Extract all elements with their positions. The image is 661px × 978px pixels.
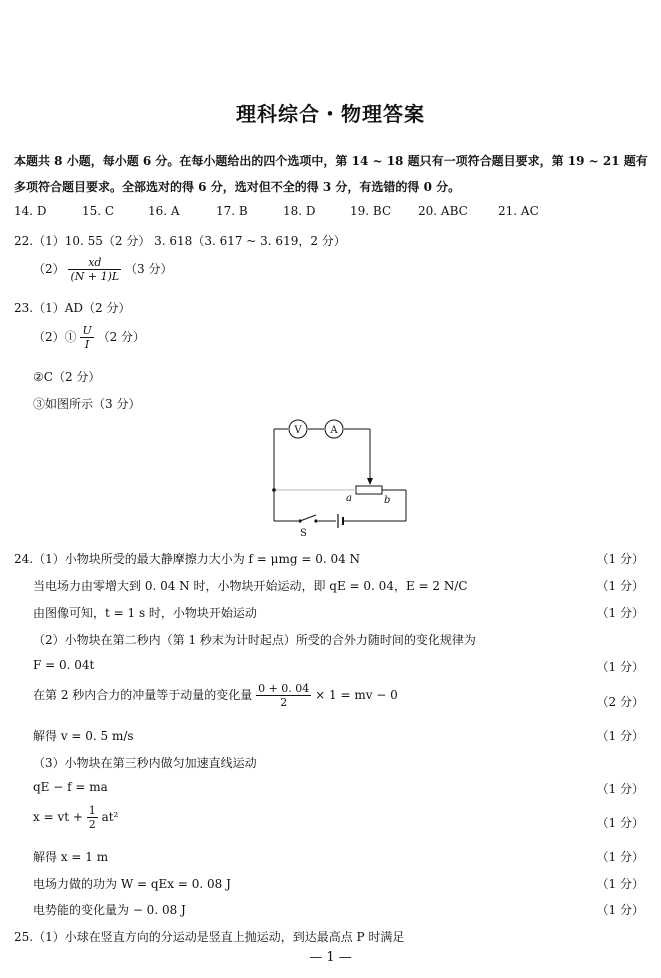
q24-line-9: qE − f = ma — [33, 780, 108, 794]
junction-dot-icon — [272, 488, 276, 492]
score-12: （1 分） — [596, 877, 644, 891]
q23-part2 — [33, 324, 145, 351]
q24-fraction-2-numerator: 1 — [88, 804, 96, 817]
q24-line-6-suffix: × 1 = mv − 0 — [315, 688, 398, 702]
score-3: （1 分） — [596, 606, 644, 620]
q24-line-1: 24.（1）小物块所受的最大静摩擦力大小为 f = μmg = 0. 04 N — [14, 552, 361, 566]
page-title: 理科综合・物理答案 — [236, 102, 425, 126]
q22-numerator: xd — [68, 256, 121, 270]
rheostat-label-b: b — [384, 495, 391, 506]
q24-fraction-2-denominator: 2 — [88, 818, 96, 831]
q24-fraction-1 — [256, 682, 311, 709]
q24-line-6 — [33, 682, 398, 709]
q24-line-13: 电势能的变化量为 − 0. 08 J — [33, 903, 186, 917]
rheostat-label-a: a — [346, 493, 352, 504]
q24-line-7: 解得 v = 0. 5 m/s — [33, 729, 134, 743]
ammeter-label: A — [330, 425, 338, 436]
score-11: （1 分） — [596, 850, 644, 864]
q24-line-10-prefix: x = vt + — [33, 810, 87, 824]
intro-line-1: 本题共 8 小题，每小题 6 分。在每小题给出的四个选项中，第 14 ~ 18 题只有一项符合题目要求，第 19 ~ 21 题有 — [14, 154, 648, 168]
score-1: （1 分） — [596, 552, 644, 566]
voltmeter-label: V — [294, 425, 302, 436]
answer-16: 16. A — [148, 204, 180, 218]
q24-fraction-1-numerator: 0 + 0. 04 — [258, 682, 310, 695]
q23-part4: ③如图所示（3 分） — [33, 397, 141, 411]
q22-part2-prefix: （2） — [33, 262, 65, 276]
q22-denominator: (N + 1)L — [70, 270, 120, 283]
q23-part2-prefix: （2）① — [33, 330, 77, 344]
q22-part2-suffix: （3 分） — [125, 262, 173, 276]
page-number: — 1 — — [309, 950, 352, 965]
intro-line-2: 多项符合题目要求。全部选对的得 6 分，选对但不全的得 3 分，有选错的得 0 分。 — [14, 180, 461, 194]
score-7: （1 分） — [596, 729, 644, 743]
score-10: （1 分） — [596, 816, 644, 830]
q24-line-11: 解得 x = 1 m — [33, 850, 109, 864]
q22-part2 — [33, 256, 172, 283]
switch-contact-icon — [314, 519, 317, 522]
q24-fraction-2 — [87, 804, 98, 831]
q22-fraction — [68, 256, 121, 283]
score-2: （1 分） — [596, 579, 644, 593]
q23-part3: ②C（2 分） — [33, 370, 101, 384]
q24-fraction-1-denominator: 2 — [280, 696, 288, 709]
q23-fraction — [80, 324, 93, 351]
answer-19: 19. BC — [350, 204, 392, 218]
q23-numerator: U — [82, 324, 92, 337]
q23-part1: 23.（1）AD（2 分） — [14, 301, 131, 315]
answer-20: 20. ABC — [418, 204, 468, 218]
q24-line-4: （2）小物块在第二秒内（第 1 秒末为计时起点）所受的合外力随时间的变化规律为 — [33, 633, 476, 647]
q23-part2-suffix: （2 分） — [97, 330, 146, 344]
switch-label: S — [300, 528, 307, 539]
q24-line-8: （3）小物块在第三秒内做匀加速直线运动 — [33, 756, 257, 770]
answer-15: 15. C — [82, 204, 115, 218]
q25-line-1: 25.（1）小球在竖直方向的分运动是竖直上抛运动，到达最高点 P 时满足 — [14, 930, 405, 944]
q24-line-12: 电场力做的功为 W = qEx = 0. 08 J — [33, 877, 231, 891]
circuit-diagram — [260, 415, 420, 540]
answer-17: 17. B — [216, 204, 248, 218]
answer-18: 18. D — [283, 204, 316, 218]
q24-line-6-prefix: 在第 2 秒内合力的冲量等于动量的变化量 — [33, 688, 253, 702]
q24-line-5: F = 0. 04t — [33, 658, 95, 672]
answer-14: 14. D — [14, 204, 47, 218]
switch-contact-icon — [298, 519, 301, 522]
q24-line-10 — [33, 804, 118, 831]
answer-21: 21. AC — [498, 204, 539, 218]
score-9: （1 分） — [596, 782, 644, 796]
score-13: （1 分） — [596, 903, 644, 917]
q24-line-10-suffix: at² — [101, 810, 119, 824]
slider-arrow-icon — [367, 478, 373, 485]
score-6: （2 分） — [596, 695, 644, 709]
q22-part1: 22.（1）10. 55（2 分） 3. 618（3. 617 ~ 3. 619，2 分） — [14, 234, 346, 248]
q24-line-3: 由图像可知，t = 1 s 时，小物块开始运动 — [33, 606, 257, 620]
q24-line-2: 当电场力由零增大到 0. 04 N 时，小物块开始运动，即 qE = 0. 04，E = 2 N/C — [33, 579, 468, 593]
q23-denominator: I — [84, 338, 90, 351]
score-5: （1 分） — [596, 660, 644, 674]
